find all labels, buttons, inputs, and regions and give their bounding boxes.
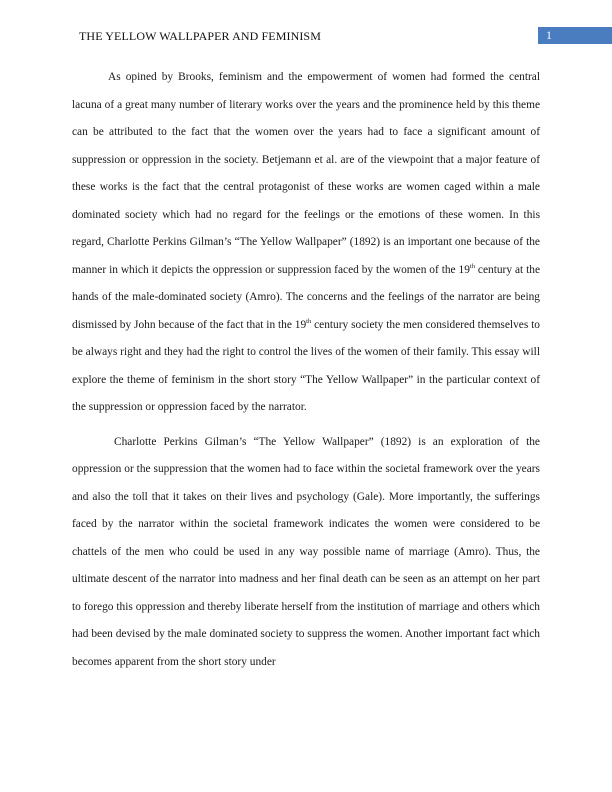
- body-text: [72, 64, 540, 676]
- page-number: 1: [546, 28, 552, 42]
- paragraph-1-part-a: As opined by Brooks, feminism and the empowerment of women had formed the central lacuna of a great many number of literary works over the years and the prominence held by this theme can be attributed to the fact that the women over the years had to face a significant amount of suppression or oppression in the society. Betjemann et al. are of the viewpoint that a major feature of these works is the fact that the central protagonist of these works are women caged within a male dominated society which had no regard for the feelings or the emotions of these women. In this regard, Charlotte Perkins Gilman’s “The Yellow Wallpaper” (1892) is an important one because of the manner in which it depicts the oppression or suppression faced by the women of the 19: [72, 71, 540, 276]
- page-number-box: [538, 27, 612, 44]
- paragraph-1-part-b: century at the hands of the male-dominated society (Amro). The concerns and the feelings of the narrator are being dismissed by John because of the fact that in the 19: [72, 263, 541, 331]
- superscript-th-2: th: [306, 317, 312, 325]
- paragraph-2: Charlotte Perkins Gilman’s “The Yellow Wallpaper” (1892) is an exploration of the oppression or the suppression that the women had to face within the societal framework over the years and also the toll that it takes on their lives and psychology (Gale). More importantly, the sufferings faced by the narrator within the societal framework indicates the women were considered to be chattels of the men who could be used in any way possible name of marriage (Amro). Thus, the ultimate descent of the narrator into madness and her final death can be seen as an attempt on her part to forego this oppression and thereby liberate herself from the institution of marriage and others which had been devised by the male dominated society to suppress the women. Another important fact which becomes apparent from the short story under: [72, 435, 540, 668]
- paragraph-1-part-c: century society the men considered themselves to be always right and they had the right to control the lives of the women of their family. This essay will explore the theme of feminism in the short story “The Yellow Wallpaper” in the particular context of the suppression or oppression faced by the narrator.: [72, 318, 540, 413]
- running-head: THE YELLOW WALLPAPER AND FEMINISM: [79, 29, 321, 43]
- paragraph-1: [72, 64, 540, 422]
- superscript-th-1: th: [469, 262, 475, 270]
